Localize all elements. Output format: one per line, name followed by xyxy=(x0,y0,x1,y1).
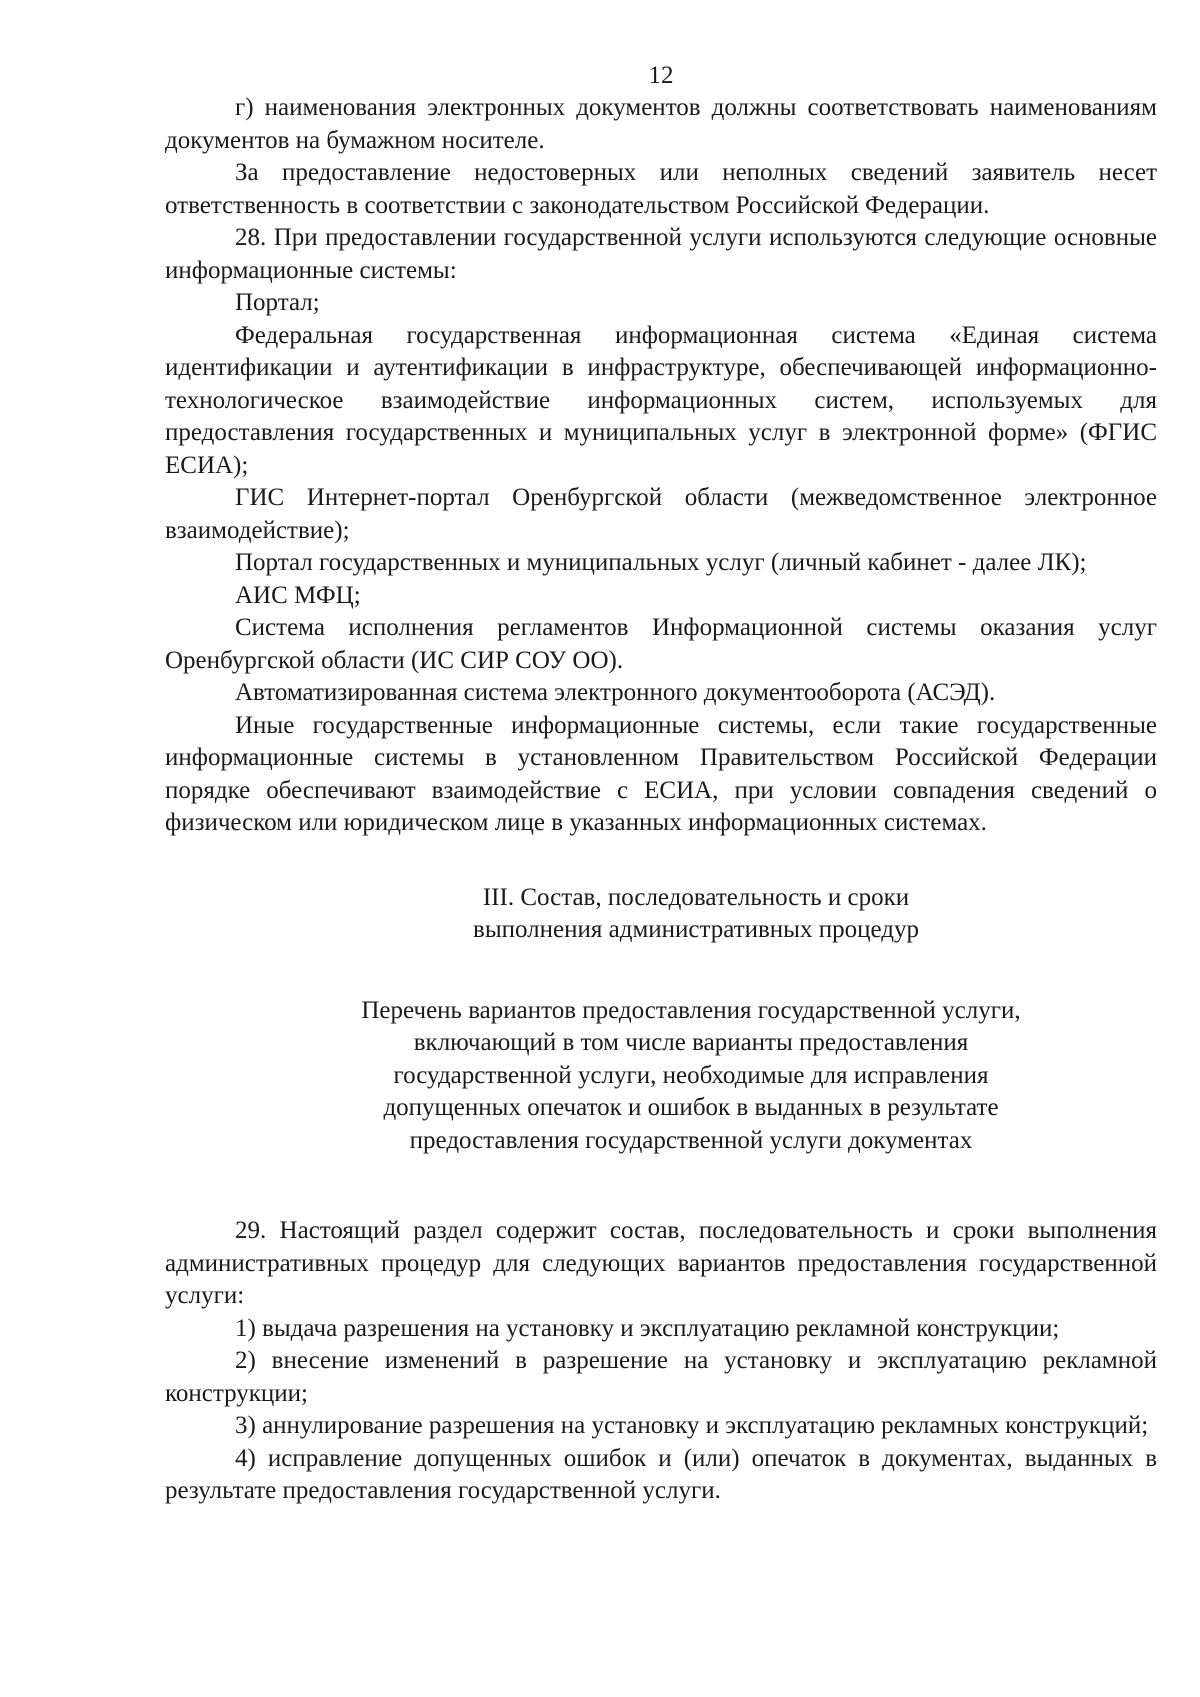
list-item-is-sir-sou: Система исполнения регламентов Информационной системы оказания услуг Оренбургской области (ИС СИР СОУ ОО). xyxy=(165,614,1157,674)
list-item-portal: Портал; xyxy=(235,289,320,316)
page-number: 12 xyxy=(648,62,674,89)
list-item-fgis-esia: Федеральная государственная информационная система «Единая система идентификации и аутентификации в инфраструктуре, обеспечивающей информационно-технологическое взаимодействие информационных систем, используемых для предоставления государственных и муниципальных услуг в электронной форме» (ФГИС ЕСИА); xyxy=(165,321,1157,479)
subsection-heading-line: Перечень вариантов предоставления государственной услуги, xyxy=(361,996,1021,1024)
list-item-gosuslugi-portal: Портал государственных и муниципальных услуг (личный кабинет - далее ЛК); xyxy=(235,549,1087,576)
section-heading-line: выполнения административных процедур xyxy=(473,916,919,943)
list-item-ased: Автоматизированная система электронного документооборота (АСЭД). xyxy=(235,679,996,706)
list-item-gis-orenburg: ГИС Интернет-портал Оренбургской области (межведомственное электронное взаимодействие); xyxy=(165,484,1157,544)
subsection-heading-line: допущенных опечаток и ошибок в выданных в результате xyxy=(383,1094,999,1121)
paragraph-29: 29. Настоящий раздел содержит состав, последовательность и сроки выполнения административных процедур для следующих вариантов предоставления государственной услуги: xyxy=(165,1217,1157,1309)
subsection-heading xyxy=(165,995,1157,1158)
subsection-heading-line: включающий в том числе варианты предоставления xyxy=(413,1029,969,1056)
subsection-heading-line: предоставления государственной услуги документах xyxy=(409,1126,973,1154)
list-item-other-systems: Иные государственные информационные системы, если такие государственные информационные системы в установленном Правительством Российской Федерации порядке обеспечивают взаимодействие с ЕСИА, при условии совпадения сведений о физическом или юридическом лице в указанных информационных системах. xyxy=(165,711,1157,836)
section-heading-line: III. Состав, последовательность и сроки xyxy=(482,883,910,911)
paragraph-responsibility: За предоставление недостоверных или неполных сведений заявитель несет ответственность в соответствии с законодательством Российской Федерации. xyxy=(165,159,1157,219)
list-item-ais-mfc: АИС МФЦ; xyxy=(235,581,361,609)
paragraph-item-g: г) наименования электронных документов должны соответствовать наименованиям документов на бумажном носителе. xyxy=(165,94,1157,154)
paragraph-28: 28. При предоставлении государственной услуги используются следующие основные информационные системы: xyxy=(165,224,1157,284)
variant-item-3: 3) аннулирование разрешения на установку и эксплуатацию рекламных конструкций; xyxy=(235,1412,1149,1439)
variant-item-4: 4) исправление допущенных ошибок и (или) опечаток в документах, выданных в результате предоставления государственной услуги. xyxy=(165,1444,1157,1504)
subsection-heading-line: государственной услуги, необходимые для исправления xyxy=(393,1061,989,1089)
document-body xyxy=(165,60,1157,1508)
section-heading xyxy=(165,882,1157,947)
variant-item-2: 2) внесение изменений в разрешение на установку и эксплуатацию рекламной конструкции; xyxy=(165,1347,1157,1407)
variant-item-1: 1) выдача разрешения на установку и эксплуатацию рекламной конструкции; xyxy=(235,1314,1060,1342)
